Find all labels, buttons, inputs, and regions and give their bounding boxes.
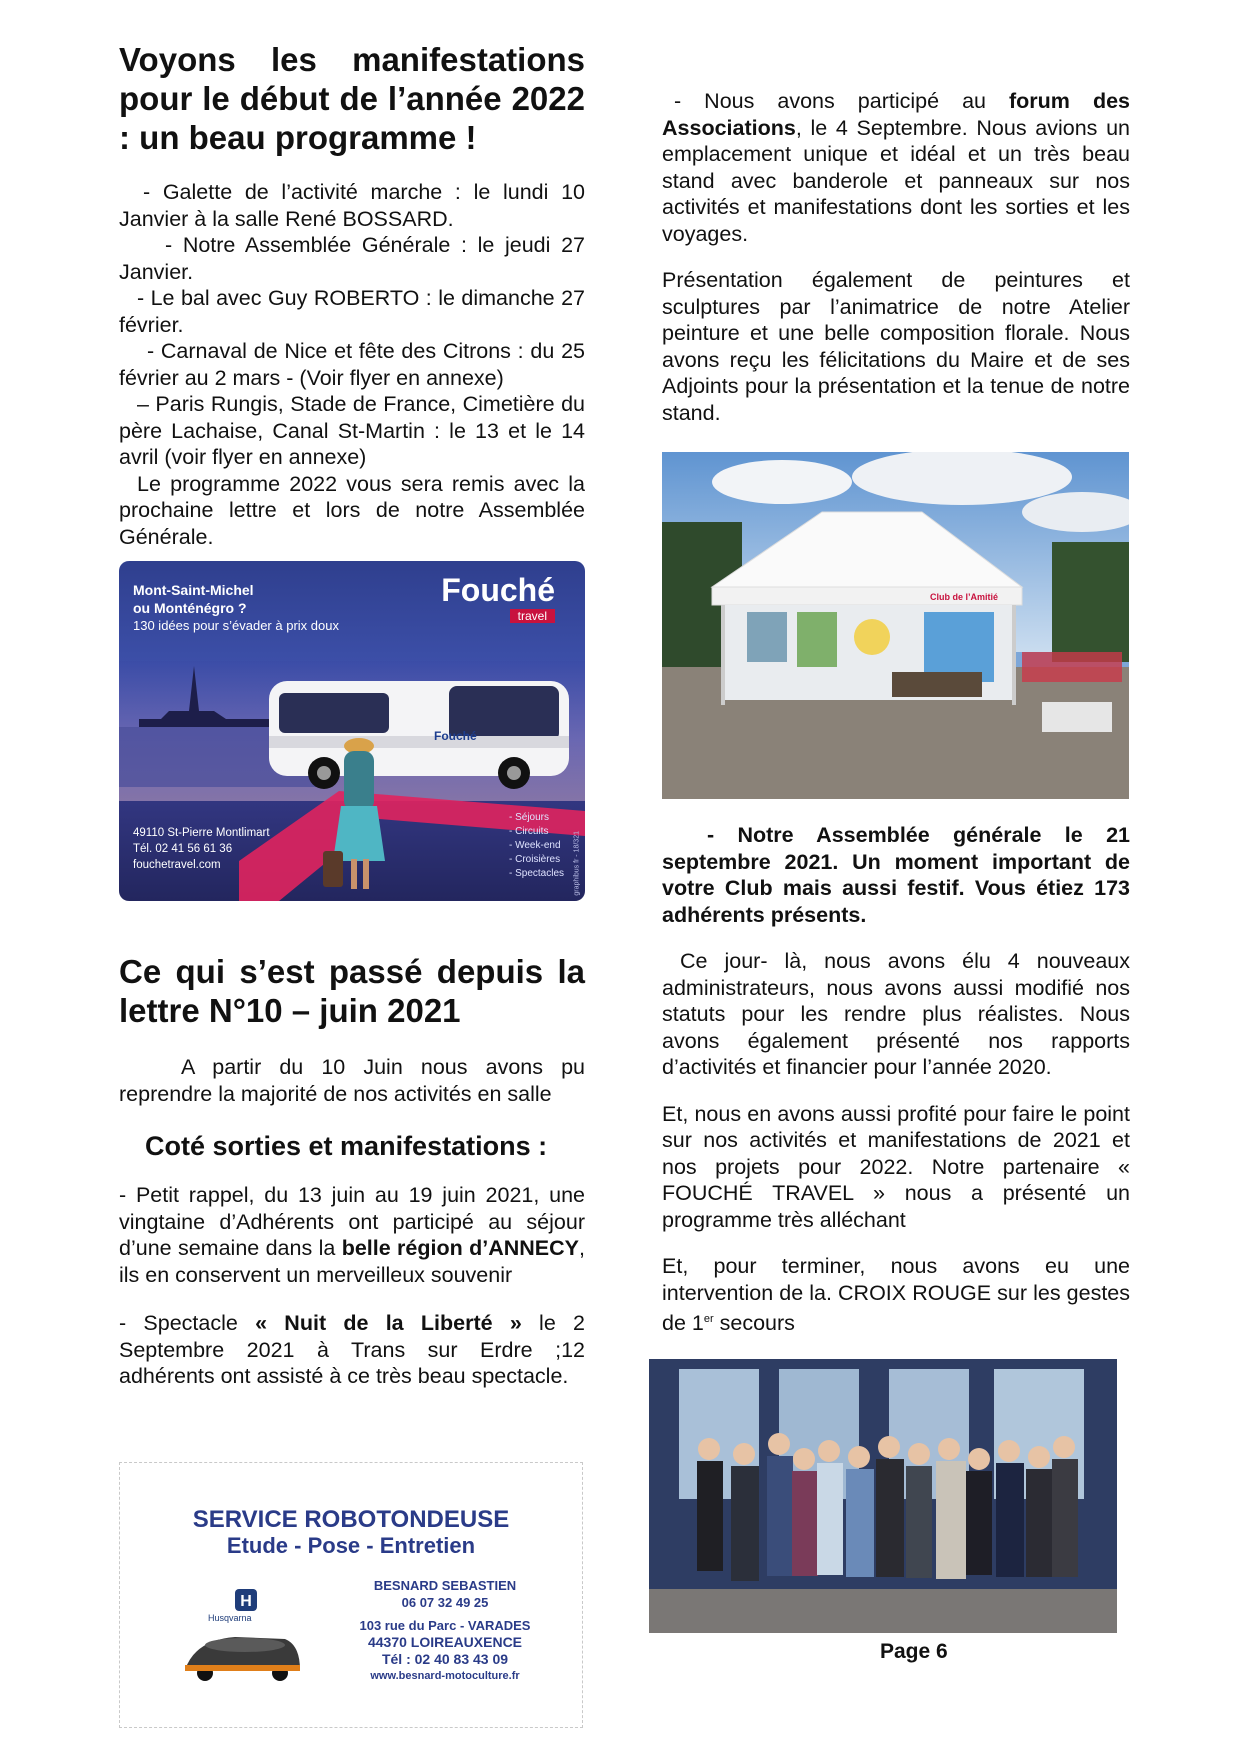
forum-paragraph: - Nous avons participé au forum des Associations, le 4 Septembre. Nous avions un emplacement unique et idéal et un très beau stand avec banderole et panneaux sur nos activités et manifestations dont les sorties et les voyages. — [662, 89, 1130, 246]
section-since-letter-10 — [119, 952, 585, 1390]
assemblee-paragraph: Et, nous en avons aussi profité pour faire le point sur nos activités et manifestations de 2021 et nos projets pour 2022. Notre partenaire « FOUCHÉ TRAVEL » nous a présenté un programme très alléchant — [662, 1101, 1130, 1232]
programme-item: - Notre Assemblée Générale : le jeudi 27 Janvier. — [119, 233, 585, 284]
bus-logo: Fouché — [434, 729, 477, 743]
ad-headline: 130 idées pour s’évader à prix doux — [133, 618, 339, 633]
ad-website: fouchetravel.com — [133, 859, 221, 871]
programme-note: Le programme 2022 vous sera remis avec la prochaine lettre et lors de notre Assemblée Générale. — [119, 471, 585, 549]
ad-tel: Tél : 02 40 83 43 09 — [381, 1651, 509, 1667]
fouche-logo-sub: travel — [510, 609, 555, 623]
ad-street: 103 rue du Parc - VARADES — [359, 1618, 531, 1633]
ad-address: 49110 St-Pierre Montlimart — [133, 827, 270, 839]
ad-city: 44370 LOIREAUXENCE — [367, 1634, 523, 1650]
ad-offer: - Croisières — [509, 854, 561, 865]
fouche-travel-ad — [119, 561, 585, 901]
left-column — [119, 40, 585, 550]
tent-scene — [662, 452, 1129, 799]
intro-paragraph: A partir du 10 Juin nous avons pu reprendre la majorité de nos activités en salle — [119, 1055, 585, 1106]
section-title-programme-2022: Voyons les manifestations pour le début de l’année 2022 : un beau programme ! — [119, 41, 585, 156]
ad-headline: Mont-Saint-Michel — [133, 582, 254, 598]
section-title-since-june: Ce qui s’est passé depuis la lettre N°10 – juin 2021 — [119, 953, 585, 1029]
annecy-paragraph: - Petit rappel, du 13 juin au 19 juin 2021, une vingtaine d’Adhérents ont participé au séjour d’une semaine dans la belle région d’ANNECY, ils en conservent un merveilleux souvenir — [119, 1183, 585, 1287]
tent-banner: Club de l’Amitié — [930, 592, 999, 602]
svg-text:H: H — [240, 1593, 252, 1610]
ad-website: www.besnard-motoculture.fr — [370, 1670, 520, 1682]
ad-offer: - Circuits — [509, 826, 549, 837]
programme-item: – Paris Rungis, Stade de France, Cimetière du père Lachaise, Canal St-Martin : le 13 et le 14 avril (voir flyer en annexe) — [119, 392, 585, 469]
assemblee-highlight: - Notre Assemblée générale le 21 septembre 2021. Un moment important de votre Club mais aussi festif. Vous étiez 173 adhérents présents. — [662, 823, 1130, 927]
spectacle-paragraph: - Spectacle « Nuit de la Liberté » le 2 Septembre 2021 à Trans sur Erdre ;12 adhérents ont assisté à ce très beau spectacle. — [119, 1311, 586, 1388]
ad-contact-name: BESNARD SEBASTIEN — [373, 1578, 517, 1593]
robotondeuse-ad — [119, 1462, 583, 1728]
ad-offer: - Spectacles — [509, 868, 565, 879]
programme-item: - Carnaval de Nice et fête des Citrons : du 25 février au 2 mars - (Voir flyer en annexe) — [119, 339, 585, 390]
presentation-paragraph: Présentation également de peintures et sculptures par l’animatrice de notre Atelier peinture et une belle composition florale. Nous avons reçu les félicitations du Maire et de ses Adjoints pour la présentation et la tenue de notre stand. — [662, 268, 1130, 425]
programme-item: - Galette de l’activité marche : le lundi 10 Janvier à la salle René BOSSARD. — [119, 180, 585, 231]
group-scene — [649, 1359, 1117, 1633]
assemblee-paragraph: Ce jour- là, nous avons élu 4 nouveaux administrateurs, nous avons aussi modifié nos statuts pour les rendre plus réalistes. Nous avons également présenté nos rapports d’activités et financier pour l’année 2020. — [662, 949, 1130, 1079]
croix-rouge-paragraph: Et, pour terminer, nous avons eu une intervention de la. CROIX ROUGE sur les gestes de 1er secours — [662, 1254, 1130, 1336]
forum-stand-photo — [662, 452, 1129, 799]
assemblee-section — [662, 822, 1130, 1337]
group-photo — [649, 1359, 1117, 1633]
programme-item: - Le bal avec Guy ROBERTO : le dimanche 27 février. — [119, 286, 585, 337]
ad-headline: ou Monténégro ? — [133, 600, 247, 616]
robot-mower-icon — [175, 1585, 315, 1695]
page-number: Page 6 — [880, 1640, 948, 1663]
ad-phone: Tél. 02 41 56 61 36 — [133, 843, 233, 855]
fouche-logo: Fouché — [441, 572, 555, 608]
ad-mobile: 06 07 32 49 25 — [401, 1595, 489, 1610]
right-column — [662, 88, 1130, 426]
husqvarna-logo: Husqvarna — [208, 1613, 252, 1623]
subtitle-outings: Coté sorties et manifestations : — [145, 1131, 548, 1161]
ad-offer: - Week-end — [509, 840, 561, 851]
ad-offer: - Séjours — [509, 812, 550, 823]
ad-service-title: SERVICE ROBOTONDEUSE — [192, 1506, 510, 1533]
ad-credit: graphibus fr - 18/321 — [574, 831, 581, 896]
ad-service-subtitle: Etude - Pose - Entretien — [226, 1533, 476, 1558]
